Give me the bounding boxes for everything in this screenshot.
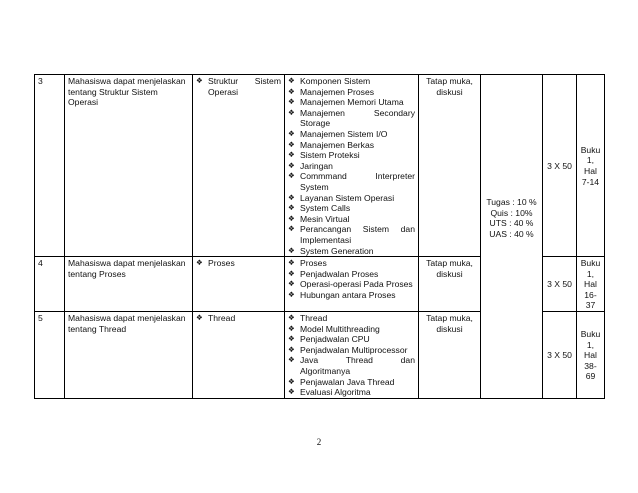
reference: Buku 1, Hal 7-14 xyxy=(577,75,605,257)
bullet-icon: ❖ xyxy=(288,268,295,278)
subtopic-list xyxy=(285,75,419,257)
list-item: ❖ Hubungan antara Proses xyxy=(288,289,396,300)
main-topic xyxy=(193,257,285,312)
bullet-icon: ❖ xyxy=(288,76,295,85)
row-number: 4 xyxy=(35,257,65,312)
bullet-icon: ❖ xyxy=(288,289,295,299)
main-topic xyxy=(193,75,285,257)
list-item: ❖ Manajemen Proses xyxy=(288,86,375,97)
bullet-icon: ❖ xyxy=(288,334,295,344)
list-item: ❖ Sistem Proteksi xyxy=(288,150,360,161)
bullet-icon: ❖ xyxy=(288,107,295,117)
time-allocation: 3 X 50 xyxy=(543,257,577,312)
list-item: ❖ Layanan Sistem Operasi xyxy=(288,192,395,203)
list-item: ❖ Model Multithreading xyxy=(288,323,380,334)
bullet-icon: ❖ xyxy=(288,323,295,333)
list-item: ❖ Manajemen Secondary Storage xyxy=(288,107,415,129)
list-item: ❖ Penjadwalan Multiprocessor xyxy=(288,344,408,355)
bullet-icon: ❖ xyxy=(288,86,295,96)
page-number: 2 xyxy=(316,437,322,447)
assessment-cell: Tugas : 10 % Quis : 10% UTS : 40 % UAS : 40 % xyxy=(481,75,543,399)
bullet-icon: ❖ xyxy=(288,387,295,397)
reference: Buku 1, Hal 38-69 xyxy=(577,312,605,399)
row-number: 3 xyxy=(35,75,65,257)
list-item: ❖ System Generation xyxy=(288,245,374,256)
time-allocation: 3 X 50 xyxy=(543,312,577,399)
syllabus-table xyxy=(34,74,605,399)
bullet-icon: ❖ xyxy=(288,258,295,268)
list-item: ❖ Evaluasi Algoritma xyxy=(288,387,371,398)
list-item: ❖ Komponen Sistem xyxy=(288,76,371,86)
bullet-icon: ❖ xyxy=(288,203,295,213)
reference: Buku 1, Hal 16-37 xyxy=(577,257,605,312)
learning-objective: Mahasiswa dapat menjelaskan tentang Proses xyxy=(65,257,193,312)
bullet-icon: ❖ xyxy=(288,313,295,323)
bullet-icon: ❖ xyxy=(288,150,295,160)
list-item: ❖ Commmand Interpreter System xyxy=(288,171,415,192)
row-number: 5 xyxy=(35,312,65,399)
bullet-icon: ❖ xyxy=(288,97,295,107)
bullet-icon: ❖ xyxy=(288,224,295,234)
list-item: ❖ Perancangan Sistem dan Implementasi xyxy=(288,224,415,245)
list-item: ❖ Jaringan xyxy=(288,160,333,171)
list-item: ❖ Manajemen Berkas xyxy=(288,139,375,150)
bullet-icon: ❖ xyxy=(288,139,295,149)
list-item: ❖ Proses xyxy=(288,258,327,269)
time-allocation: 3 X 50 xyxy=(543,75,577,257)
bullet-icon: ❖ xyxy=(288,171,295,181)
list-item: ❖ Penjadwalan Proses xyxy=(288,268,379,279)
bullet-icon: ❖ xyxy=(196,258,203,268)
bullet-icon: ❖ xyxy=(288,192,295,202)
bullet-icon: ❖ xyxy=(288,213,295,223)
teaching-method: Tatap muka, diskusi xyxy=(419,257,481,312)
list-item: ❖ Penjadwalan CPU xyxy=(288,334,370,345)
subtopic-list xyxy=(285,257,419,312)
bullet-icon: ❖ xyxy=(288,160,295,170)
bullet-icon: ❖ xyxy=(196,313,203,323)
list-item: ❖ Penjawalan Java Thread xyxy=(288,376,395,387)
bullet-icon: ❖ xyxy=(288,279,295,289)
list-item: ❖ Manajemen Sistem I/O xyxy=(288,128,388,139)
bullet-icon: ❖ xyxy=(288,355,295,365)
main-topic xyxy=(193,312,285,399)
subtopic-list xyxy=(285,312,419,399)
learning-objective: Mahasiswa dapat menjelaskan tentang Struktur Sistem Operasi xyxy=(65,75,193,257)
bullet-icon: ❖ xyxy=(288,344,295,354)
list-item: ❖ Manajemen Memori Utama xyxy=(288,97,404,108)
list-item: ❖ System Calls xyxy=(288,203,351,214)
table-row xyxy=(35,75,605,257)
list-item: ❖ Struktur Sistem Operasi xyxy=(196,76,281,97)
bullet-icon: ❖ xyxy=(288,245,295,255)
bullet-icon: ❖ xyxy=(288,128,295,138)
list-item: ❖ Thread xyxy=(196,313,236,324)
bullet-icon: ❖ xyxy=(196,76,203,85)
teaching-method: Tatap muka, diskusi xyxy=(419,75,481,257)
list-item: ❖ Java Thread dan Algoritmanya xyxy=(288,355,415,377)
learning-objective: Mahasiswa dapat menjelaskan tentang Thread xyxy=(65,312,193,399)
list-item: ❖ Proses xyxy=(196,258,235,269)
bullet-icon: ❖ xyxy=(288,376,295,386)
teaching-method: Tatap muka, diskusi xyxy=(419,312,481,399)
list-item: ❖ Thread xyxy=(288,313,328,324)
list-item: ❖ Operasi-operasi Pada Proses xyxy=(288,279,413,290)
list-item: ❖ Mesin Virtual xyxy=(288,213,350,224)
